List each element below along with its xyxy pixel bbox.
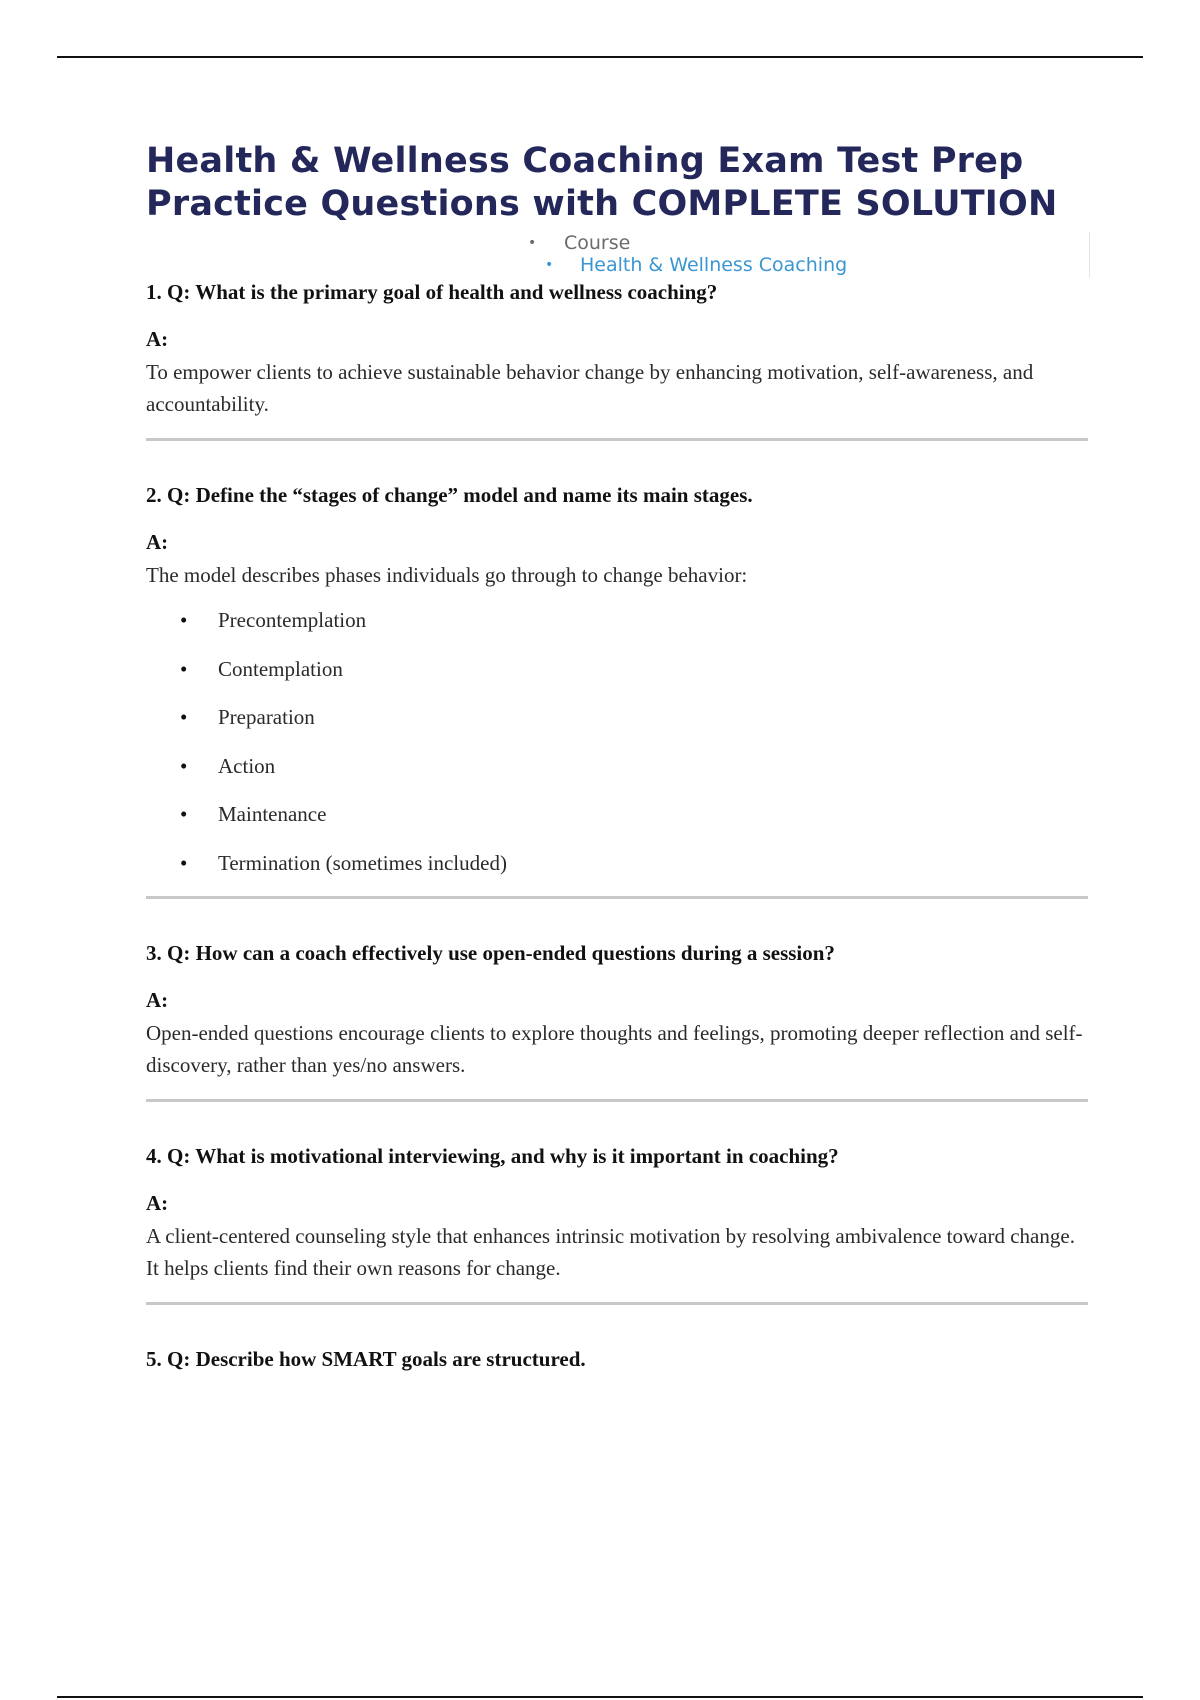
qa-item-1 bbox=[146, 278, 1088, 441]
qa-item-3 bbox=[146, 899, 1088, 1102]
course-label: • Course bbox=[564, 232, 630, 254]
question-4: 4. Q: What is motivational interviewing, and why is it important in coaching? bbox=[146, 1143, 839, 1168]
list-item: • Contemplation bbox=[146, 654, 1088, 684]
list-item: • Precontemplation bbox=[146, 605, 1088, 635]
list-item: • Preparation bbox=[146, 702, 1088, 732]
answer-4: A client-centered counseling style that enhances intrinsic motivation by resolving ambivalence toward change. It helps clients find their own reasons for change. bbox=[146, 1223, 1075, 1280]
answer-3: Open-ended questions encourage clients to explore thoughts and feelings, promoting deeper reflection and self-discovery, rather than yes/no answers. bbox=[146, 1020, 1083, 1077]
qa-item-4 bbox=[146, 1102, 1088, 1305]
course-link[interactable]: • Health & Wellness Coaching bbox=[580, 254, 847, 276]
question-2: 2. Q: Define the “stages of change” model and name its main stages. bbox=[146, 483, 753, 507]
answer-1: To empower clients to achieve sustainable behavior change by enhancing motivation, self-awareness, and accountability. bbox=[146, 360, 1034, 416]
course-info bbox=[146, 232, 1090, 278]
answer-2: The model describes phases individuals go through to change behavior: bbox=[146, 563, 748, 587]
list-item: • Action bbox=[146, 751, 1088, 781]
bottom-rule bbox=[57, 1696, 1143, 1698]
top-rule bbox=[57, 56, 1143, 58]
question-3: 3. Q: How can a coach effectively use open-ended questions during a session? bbox=[146, 940, 835, 965]
document-body bbox=[146, 140, 1088, 1411]
answer-label: A: bbox=[146, 987, 169, 1012]
answer-label: A: bbox=[146, 327, 169, 351]
answer-label: A: bbox=[146, 530, 169, 554]
stages-list bbox=[146, 605, 1088, 878]
qa-item-5 bbox=[146, 1305, 1088, 1411]
qa-item-2 bbox=[146, 441, 1088, 899]
list-item: • Termination (sometimes included) bbox=[146, 848, 1088, 878]
question-1: 1. Q: What is the primary goal of health and wellness coaching? bbox=[146, 280, 718, 304]
list-item: • Maintenance bbox=[146, 799, 1088, 829]
document-title: Health & Wellness Coaching Exam Test Prep Practice Questions with COMPLETE SOLUTION bbox=[146, 141, 1058, 224]
question-5: 5. Q: Describe how SMART goals are structured. bbox=[146, 1346, 586, 1371]
answer-label: A: bbox=[146, 1190, 169, 1215]
